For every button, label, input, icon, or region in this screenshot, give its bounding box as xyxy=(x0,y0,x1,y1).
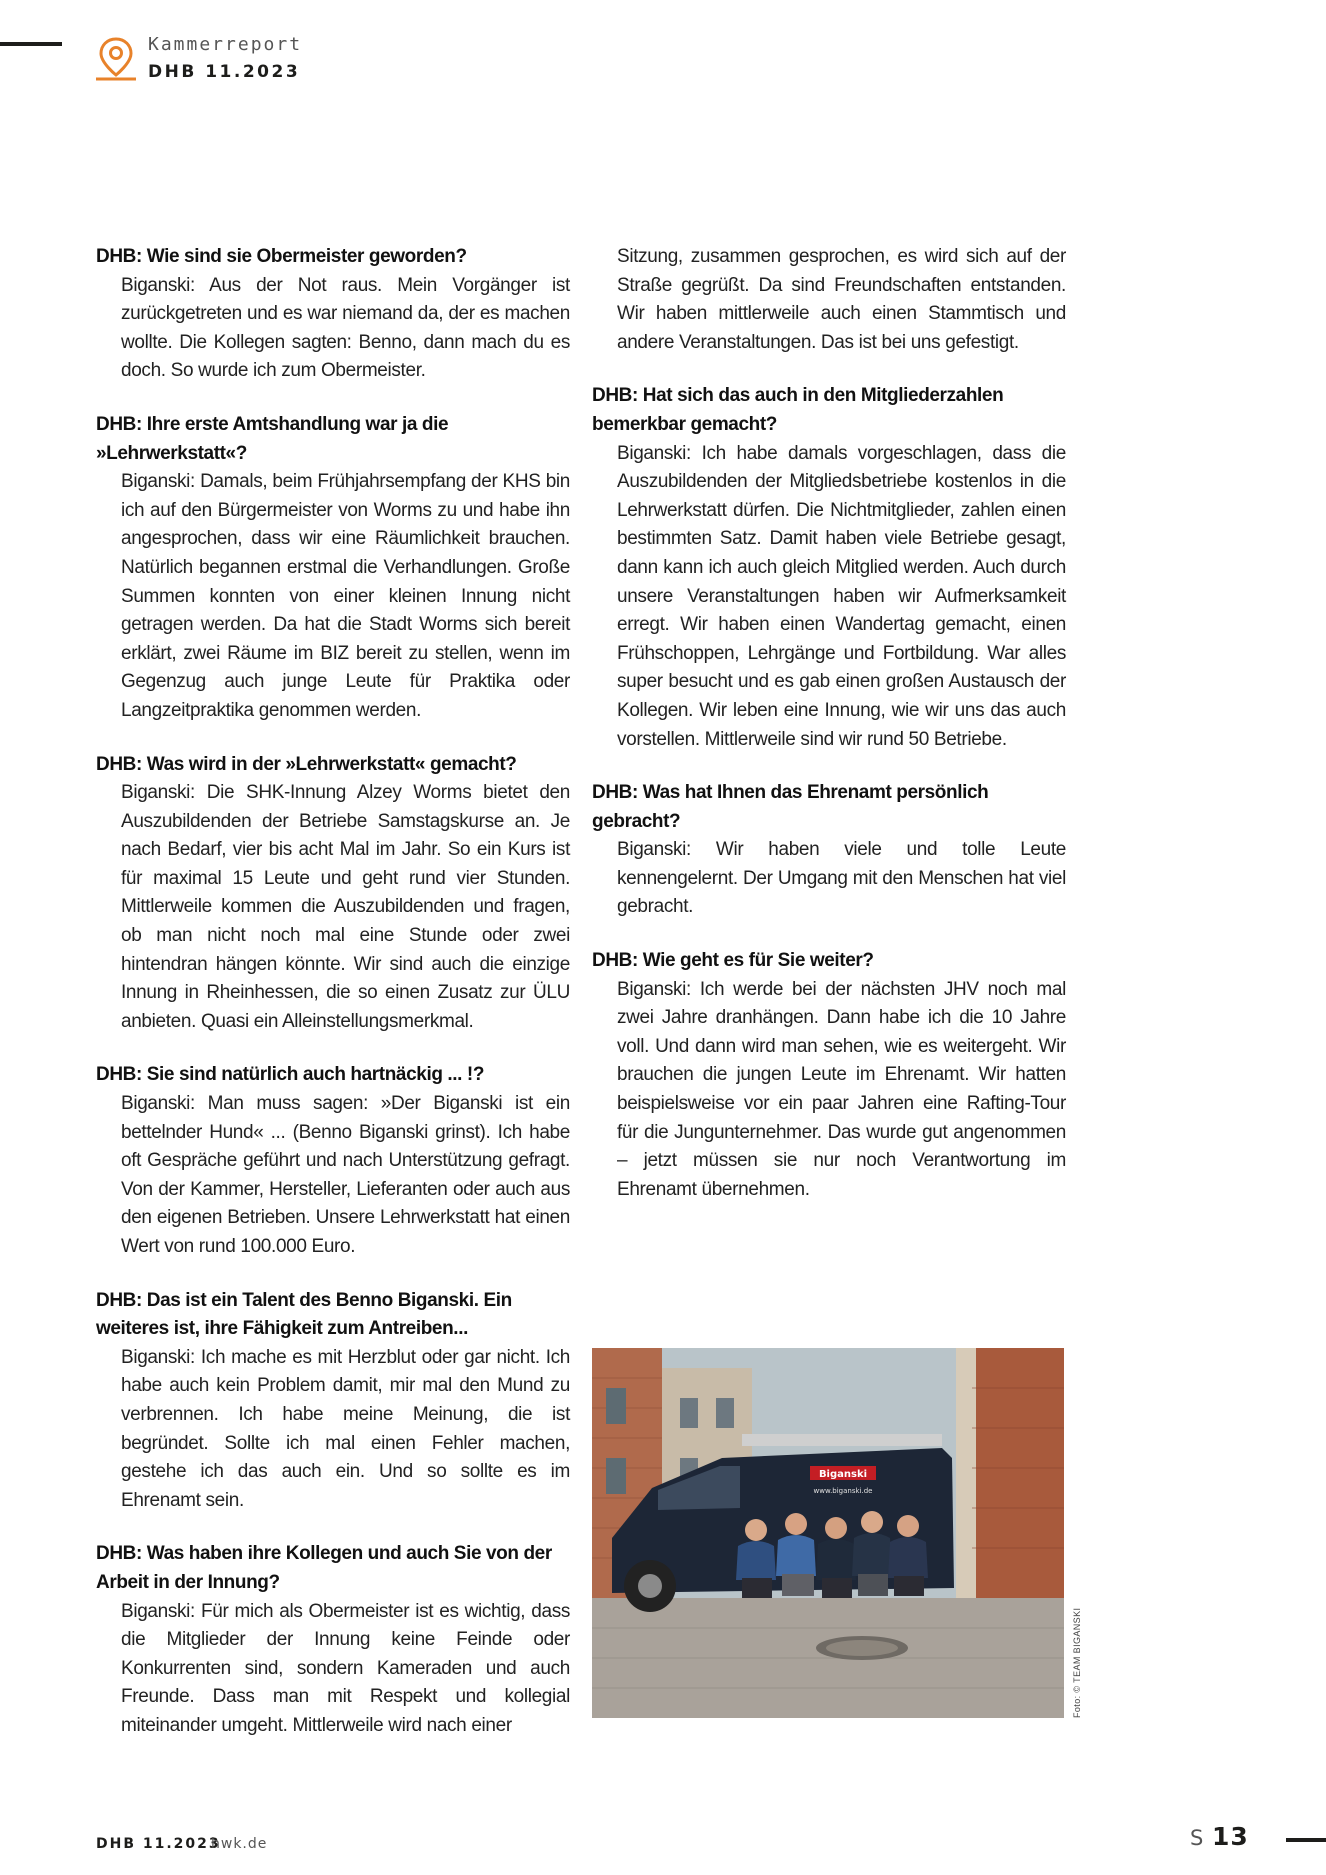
answer: Biganski: Ich werde bei der nächsten JHV noch mal zwei Jahre dranhängen. Dann habe ich die 10 Jahre voll. Und dann wird man sehen, wie es weitergeht. Wir brauchen die jungen Leute im Ehrenamt. Wir hatten beispielsweise vor ein paar Jahren eine Rafting-Tour für die Jungunternehmer. Das wurde gut angenommen – jetzt müssen sie nur noch Verantwortung im Ehrenamt übernehmen. xyxy=(617,978,1066,1200)
interview-item xyxy=(96,411,570,726)
answer: Biganski: Wir haben viele und tolle Leute kennengelernt. Der Umgang mit den Menschen hat viel gebracht. xyxy=(617,839,1066,918)
answer: Biganski: Für mich als Obermeister ist es wichtig, dass die Mitglieder der Innung keine Feinde oder Konkurrenten sind, sondern Kameraden und auch Freunde. Dass man mit Respekt und kollegial miteinander umgeht. Mittlerweile wird nach einer xyxy=(121,1600,570,1736)
question: DHB: Was wird in der »Lehrwerkstatt« gemacht? xyxy=(96,753,517,775)
header-rule xyxy=(0,42,62,46)
interview-item xyxy=(96,751,570,1037)
answer: Biganski: Ich habe damals vorgeschlagen, dass die Auszubildenden der Mitgliedsbetriebe kostenlos in die Lehrwerkstatt dürfen. Die Nichtmitglieder, zahlen einen bestimmten Satz. Damit haben viele Betriebe gesagt, dann kann ich auch gleich Mitglied werden. Auch durch unsere Veranstaltungen haben wir Aufmerksamkeit erregt. Wir haben einen Wandertag gemacht, einen Frühschoppen, Lehrgänge und Fortbildung. War alles super besucht und es gab einen großen Austausch der Kollegen. Wir leben eine Innung, wie wir uns das auch vorstellen. Mittlerweile sind wir rund 50 Betriebe. xyxy=(617,442,1066,750)
interview-item xyxy=(96,1287,570,1516)
answer: Biganski: Damals, beim Frühjahrsempfang der KHS bin ich auf den Bürgermeister von Worms zu und habe ihn angesprochen, dass wir eine Räumlichkeit brauchen. Natürlich begannen erstmal die Verhandlungen. Große Summen konnten von einer kleinen Innung nicht getragen werden. Da hat die Stadt Worms sich bereit erklärt, zwei Räume im BIZ bereit zu stellen, wenn im Gegenzug auch junge Leute für Praktika oder Langzeitpraktika genommen werden. xyxy=(121,471,570,721)
answer: Biganski: Man muss sagen: »Der Biganski ist ein bettelnder Hund« ... (Benno Biganski grinst). Ich habe oft Gespräche geführt und nach Unterstützung gefragt. Von der Kammer, Hersteller, Lieferanten oder auch aus den eigenen Betrieben. Unsere Lehrwerkstatt hat einen Wert von rund 100.000 Euro. xyxy=(121,1093,570,1257)
page-number: 13 xyxy=(1212,1822,1249,1851)
question: DHB: Sie sind natürlich auch hartnäckig ... !? xyxy=(96,1064,485,1086)
question: DHB: Was hat Ihnen das Ehrenamt persönlich gebracht? xyxy=(592,782,989,832)
van-url: www.biganski.de xyxy=(813,1487,873,1495)
issue-label: DHB 11.2023 xyxy=(148,62,301,82)
team-members xyxy=(736,1511,928,1598)
question: DHB: Ihre erste Amtshandlung war ja die »Lehrwerkstatt«? xyxy=(96,413,449,464)
question: DHB: Wie sind sie Obermeister geworden? xyxy=(96,246,467,267)
answer: Biganski: Ich mache es mit Herzblut oder gar nicht. Ich habe auch kein Problem damit, mir mal den Mund zu verbrennen. Ich habe meine Meinung, die ist begründet. Sollte ich mal einen Fehler machen, gestehe ich das auch ein. Und so sollte es im Ehrenamt sein. xyxy=(121,1346,570,1511)
interview-item xyxy=(96,1061,570,1261)
footer-url[interactable]: hwk.de xyxy=(211,1836,268,1852)
interview-item xyxy=(96,1540,570,1740)
team-photo xyxy=(592,1348,1064,1718)
footer-issue: DHB 11.2023 xyxy=(96,1836,221,1852)
answer-continuation: Sitzung, zusammen gesprochen, es wird sich auf der Straße gegrüßt. Da sind Freundschaften entstanden. Wir haben mittlerweile auch einen Stammtisch und andere Veranstaltungen. Das ist bei uns gefestigt. xyxy=(617,246,1066,353)
answer: Biganski: Die SHK-Innung Alzey Worms bietet den Auszubildenden der Betriebe Samstagskurse an. Je nach Bedarf, vier bis acht Mal im Jahr. So ein Kurs ist für maximal 15 Leute und geht rund vier Stunden. Mittlerweile kommen die Auszubildenden und fragen, ob man nicht noch mal eine Stunde oder zwei hintendran hängen könnte. Wir sind auch die einzige Innung in Rheinhessen, die so einen Zusatz zur ÜLU anbieten. Quasi ein Alleinstellungsmerkmal. xyxy=(121,782,570,1032)
footer-rule xyxy=(1286,1838,1326,1842)
question: DHB: Das ist ein Talent des Benno Biganski. Ein weiteres ist, ihre Fähigkeit zum Antreiben... xyxy=(96,1289,512,1340)
photo-credit: Foto: © TEAM BIGANSKI xyxy=(1072,1607,1082,1718)
van-logo: Biganski xyxy=(818,1469,868,1480)
question: DHB: Hat sich das auch in den Mitgliederzahlen bemerkbar gemacht? xyxy=(592,385,1004,435)
section-label: Kammerreport xyxy=(148,34,303,55)
right-column xyxy=(592,243,1066,1229)
question: DHB: Wie geht es für Sie weiter? xyxy=(592,950,874,972)
interview-item xyxy=(96,243,570,386)
question: DHB: Was haben ihre Kollegen und auch Sie von der Arbeit in der Innung? xyxy=(96,1543,552,1593)
location-pin-icon xyxy=(94,36,138,82)
interview-item xyxy=(592,779,1066,922)
page-prefix: S xyxy=(1190,1826,1204,1850)
interview-item xyxy=(592,947,1066,1204)
interview-item xyxy=(592,382,1066,754)
answer: Biganski: Aus der Not raus. Mein Vorgänger ist zurückgetreten und es war niemand da, der es machen wollte. Die Kollegen sagten: Benno, dann mach du es doch. So wurde ich zum Obermeister. xyxy=(121,274,570,382)
left-column xyxy=(96,243,570,1766)
